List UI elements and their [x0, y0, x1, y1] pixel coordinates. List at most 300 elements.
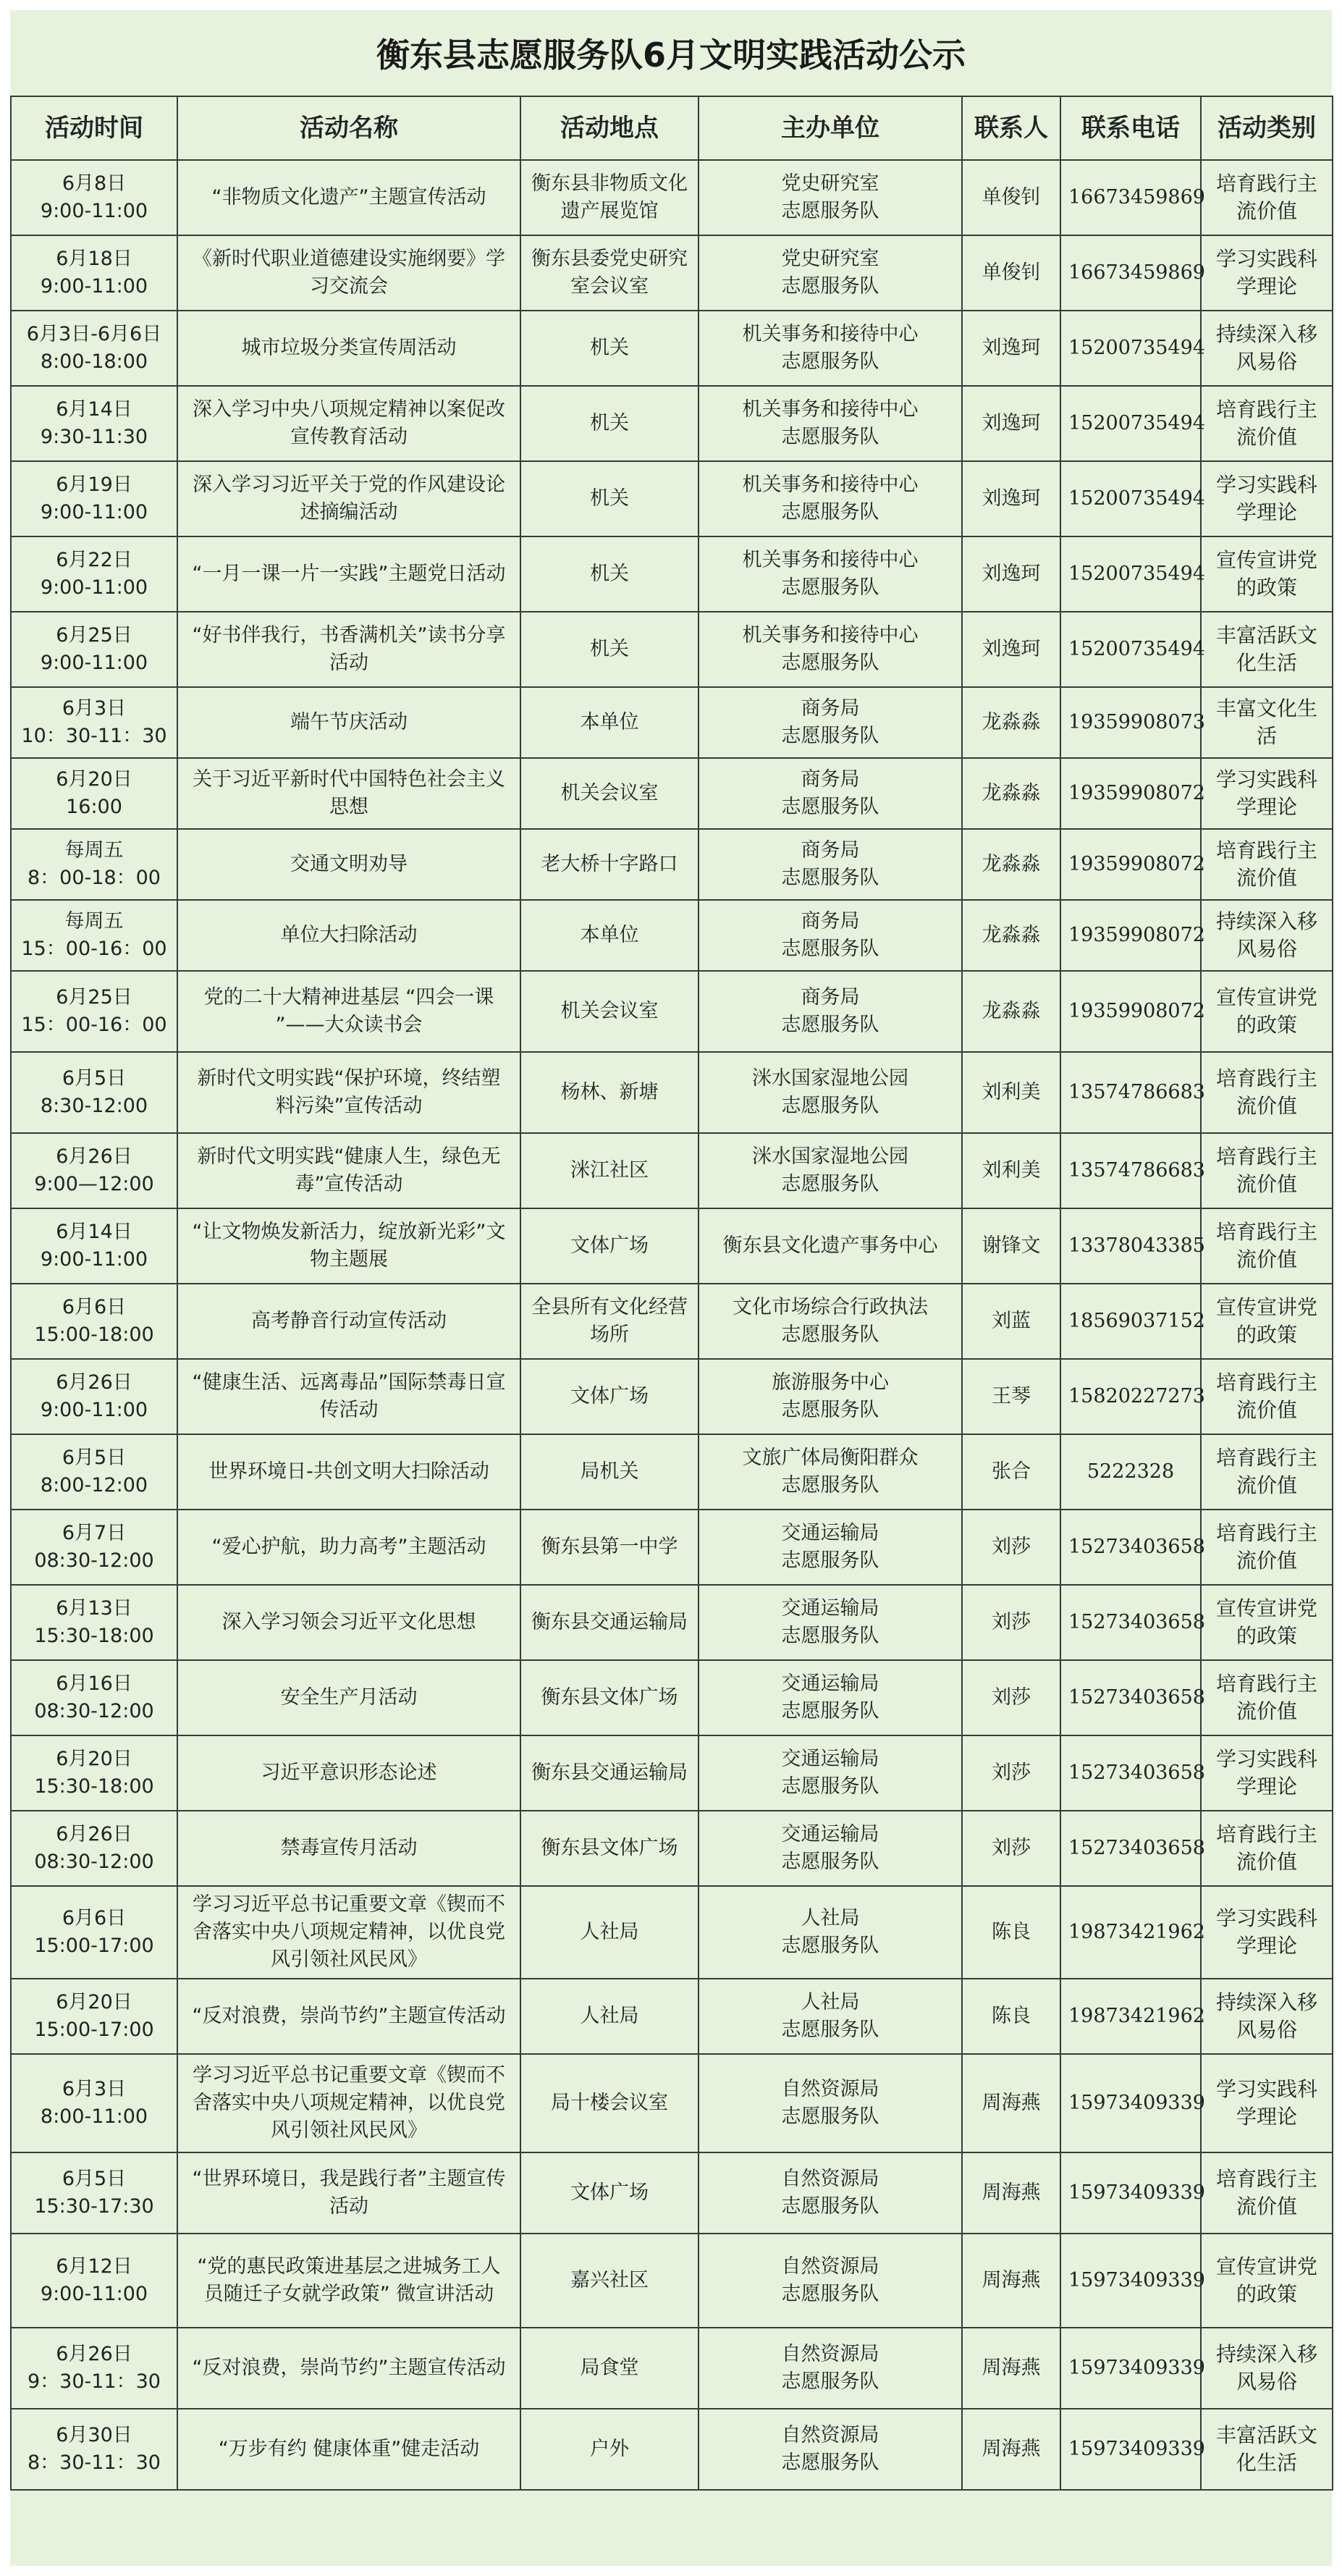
organizer-line: 志愿服务队 — [781, 2370, 879, 2393]
organizer-line: 志愿服务队 — [781, 1935, 879, 1957]
cell-category — [1201, 386, 1333, 461]
table-row — [11, 235, 1333, 311]
organizer-line: 文化市场综合行政执法 — [733, 1296, 928, 1318]
time-line: 9:00-11:00 — [40, 200, 148, 222]
activity-name: “万步有约 健康体重”健走活动 — [218, 2438, 480, 2460]
table-row — [11, 900, 1333, 971]
time-line: 6月7日 — [62, 1522, 127, 1544]
contact-person: 刘逸珂 — [982, 337, 1041, 359]
activity-place: 洣江社区 — [570, 1159, 649, 1182]
cell-category — [1201, 311, 1333, 386]
contact-phone: 15273403658 — [1068, 1837, 1205, 1859]
cell-name — [177, 687, 520, 758]
cell-contact — [962, 1660, 1060, 1735]
table-row — [11, 1284, 1333, 1359]
cell-category — [1201, 2328, 1333, 2409]
cell-organizer — [699, 758, 962, 829]
cell-time — [11, 1434, 177, 1510]
time-line: 15:00-17:00 — [34, 1935, 154, 1957]
contact-person: 周海燕 — [982, 2438, 1041, 2460]
contact-person: 周海燕 — [982, 2181, 1041, 2204]
organizer-line: 商务局 — [801, 910, 860, 933]
cell-organizer — [699, 1208, 962, 1284]
cell-organizer — [699, 1735, 962, 1811]
cell-name — [177, 461, 520, 536]
contact-phone: 19359908072 — [1068, 1000, 1205, 1022]
cell-category — [1201, 2234, 1333, 2328]
activity-category: 宣传宣讲党的政策 — [1215, 985, 1317, 1037]
cell-name — [177, 1979, 520, 2054]
contact-phone: 19873421962 — [1068, 1921, 1205, 1943]
cell-category — [1201, 1811, 1333, 1886]
time-line: 10：30-11：30 — [21, 725, 167, 747]
cell-phone — [1060, 2234, 1205, 2328]
contact-person: 张合 — [992, 1460, 1031, 1483]
table-row — [11, 160, 1333, 235]
cell-phone — [1060, 2328, 1205, 2409]
cell-category — [1201, 971, 1333, 1052]
header-organizer: 主办单位 — [699, 96, 962, 160]
cell-phone — [1060, 1811, 1205, 1886]
time-line: 6月6日 — [62, 1907, 127, 1929]
table-row — [11, 1811, 1333, 1886]
time-line: 6月3日 — [62, 2078, 127, 2100]
cell-place — [520, 1735, 699, 1811]
activity-place: 局十楼会议室 — [551, 2092, 668, 2114]
cell-phone — [1060, 1979, 1205, 2054]
activity-place: 人社局 — [580, 2005, 639, 2027]
activity-place: 全县所有文化经营场所 — [531, 1296, 688, 1346]
organizer-line: 自然资源局 — [781, 2343, 879, 2365]
cell-place — [520, 687, 699, 758]
organizer-line: 志愿服务队 — [781, 2019, 879, 2041]
contact-phone: 15273403658 — [1068, 1686, 1205, 1709]
cell-organizer — [699, 971, 962, 1052]
time-line: 6月14日 — [56, 1221, 132, 1243]
organizer-line: 人社局 — [801, 1907, 860, 1929]
activity-place: 文体广场 — [570, 1385, 649, 1407]
table-row — [11, 386, 1333, 461]
cell-place — [520, 2234, 699, 2328]
cell-category — [1201, 2409, 1333, 2490]
cell-category — [1201, 687, 1333, 758]
cell-category — [1201, 1359, 1333, 1434]
header-phone: 联系电话 — [1060, 96, 1201, 160]
cell-place — [520, 1208, 699, 1284]
cell-phone — [1060, 2152, 1205, 2234]
activity-place: 机关会议室 — [560, 1000, 659, 1022]
organizer-line: 商务局 — [801, 768, 860, 791]
cell-place — [520, 1434, 699, 1510]
activity-name: 交通文明劝导 — [290, 853, 408, 875]
table-row — [11, 1585, 1333, 1660]
organizer-line: 文旅广体局衡阳群众 — [742, 1447, 919, 1469]
table-row — [11, 1510, 1333, 1585]
cell-contact — [962, 612, 1060, 687]
time-line: 6月13日 — [56, 1597, 132, 1620]
cell-name — [177, 1434, 520, 1510]
organizer-line: 交通运输局 — [781, 1522, 879, 1544]
cell-name — [177, 829, 520, 900]
organizer-line: 交通运输局 — [781, 1597, 879, 1620]
time-line: 6月26日 — [56, 1145, 132, 1168]
activity-category: 学习实践科学理论 — [1215, 1906, 1317, 1958]
contact-phone: 16673459869 — [1068, 186, 1205, 209]
cell-organizer — [699, 2409, 962, 2490]
activity-category: 培育践行主流价值 — [1215, 1220, 1317, 1271]
activity-name: 深入学习中央八项规定精神以案促改宣传教育活动 — [193, 398, 505, 448]
cell-contact — [962, 758, 1060, 829]
cell-place — [520, 900, 699, 971]
cell-place — [520, 758, 699, 829]
activity-name: 高考静音行动宣传活动 — [251, 1310, 447, 1332]
cell-time — [11, 461, 177, 536]
cell-name — [177, 2152, 520, 2234]
time-line: 每周五 — [64, 910, 124, 933]
contact-person: 刘莎 — [992, 1761, 1031, 1784]
activity-name: 世界环境日-共创文明大扫除活动 — [208, 1460, 489, 1483]
cell-phone — [1060, 1735, 1205, 1811]
cell-time — [11, 2234, 177, 2328]
activity-place: 衡东县文体广场 — [541, 1837, 678, 1859]
cell-category — [1201, 2152, 1333, 2234]
cell-time — [11, 311, 177, 386]
time-line: 8：00-18：00 — [28, 867, 161, 889]
table-row — [11, 2152, 1333, 2234]
contact-person: 刘莎 — [992, 1837, 1031, 1859]
activity-place: 杨林、新塘 — [560, 1081, 659, 1103]
activity-place: 机关 — [590, 638, 629, 660]
cell-organizer — [699, 2152, 962, 2234]
cell-organizer — [699, 1133, 962, 1208]
time-line: 6月25日 — [56, 986, 132, 1009]
activity-name: 单位大扫除活动 — [280, 924, 418, 946]
cell-time — [11, 1811, 177, 1886]
cell-organizer — [699, 160, 962, 235]
contact-person: 刘逸珂 — [982, 638, 1041, 660]
activity-category: 宣传宣讲党的政策 — [1215, 1295, 1317, 1347]
organizer-line: 党史研究室 — [781, 248, 879, 270]
table-row — [11, 687, 1333, 758]
table-row — [11, 461, 1333, 536]
cell-time — [11, 235, 177, 311]
cell-organizer — [699, 1284, 962, 1359]
contact-person: 周海燕 — [982, 2092, 1041, 2114]
cell-contact — [962, 1510, 1060, 1585]
contact-phone: 5222328 — [1086, 1460, 1175, 1483]
contact-person: 龙淼淼 — [982, 1000, 1041, 1022]
cell-time — [11, 612, 177, 687]
table-row — [11, 2409, 1333, 2490]
time-line: 8:00-18:00 — [40, 350, 148, 373]
cell-phone — [1060, 1434, 1201, 1510]
cell-name — [177, 1660, 520, 1735]
time-line: 6月8日 — [62, 172, 127, 195]
table-row — [11, 1735, 1333, 1811]
organizer-line: 志愿服务队 — [781, 200, 879, 222]
cell-organizer — [699, 900, 962, 971]
activity-category: 培育践行主流价值 — [1215, 1066, 1317, 1118]
cell-organizer — [699, 1886, 962, 1979]
activity-table — [10, 96, 1333, 2491]
time-line: 6月19日 — [56, 473, 132, 496]
activity-name: “好书伴我行，书香满机关”读书分享活动 — [192, 624, 506, 674]
activity-category: 培育践行主流价值 — [1215, 1672, 1317, 1723]
cell-category — [1201, 235, 1333, 311]
cell-time — [11, 2054, 177, 2152]
activity-name: 端午节庆活动 — [290, 711, 408, 733]
organizer-line: 机关事务和接待中心 — [742, 549, 919, 571]
cell-phone — [1060, 1585, 1205, 1660]
cell-place — [520, 386, 699, 461]
contact-phone: 15973409339 — [1068, 2357, 1205, 2379]
cell-phone — [1060, 1052, 1205, 1133]
activity-category: 培育践行主流价值 — [1215, 1145, 1317, 1196]
organizer-line: 自然资源局 — [781, 2168, 879, 2190]
cell-contact — [962, 1133, 1060, 1208]
contact-phone: 15820227273 — [1068, 1385, 1205, 1407]
activity-place: 本单位 — [580, 924, 639, 946]
activity-category: 宣传宣讲党的政策 — [1215, 1596, 1317, 1648]
notice-sheet — [10, 10, 1332, 2566]
time-line: 6月12日 — [56, 2255, 132, 2278]
cell-contact — [962, 1434, 1060, 1510]
time-line: 6月3日-6月6日 — [26, 323, 162, 345]
organizer-line: 交通运输局 — [781, 1748, 879, 1770]
table-row — [11, 2054, 1333, 2152]
activity-place: 衡东县第一中学 — [541, 1536, 678, 1558]
organizer-line: 志愿服务队 — [781, 275, 879, 298]
contact-person: 龙淼淼 — [982, 924, 1041, 946]
cell-place — [520, 461, 699, 536]
time-line: 6月30日 — [56, 2424, 132, 2446]
cell-category — [1201, 1434, 1333, 1510]
cell-phone — [1060, 386, 1205, 461]
header-place: 活动地点 — [520, 96, 699, 160]
cell-name — [177, 1133, 520, 1208]
time-line: 6月26日 — [56, 1371, 132, 1394]
time-line: 9：30-11：30 — [28, 2370, 161, 2393]
cell-time — [11, 687, 177, 758]
cell-contact — [962, 829, 1060, 900]
cell-organizer — [699, 612, 962, 687]
contact-person: 刘莎 — [992, 1611, 1031, 1633]
organizer-line: 志愿服务队 — [781, 501, 879, 523]
cell-time — [11, 1052, 177, 1133]
cell-category — [1201, 1735, 1333, 1811]
cell-category — [1201, 1660, 1333, 1735]
cell-category — [1201, 1284, 1333, 1359]
cell-contact — [962, 1052, 1060, 1133]
time-line: 6月6日 — [62, 1296, 127, 1318]
cell-phone — [1060, 829, 1205, 900]
cell-place — [520, 1660, 699, 1735]
time-line: 6月22日 — [56, 549, 132, 571]
activity-place: 衡东县委党史研究室会议室 — [531, 248, 688, 298]
activity-name: “一月一课一片一实践”主题党日活动 — [192, 563, 506, 585]
cell-time — [11, 1886, 177, 1979]
contact-person: 龙淼淼 — [982, 853, 1041, 875]
cell-contact — [962, 2409, 1060, 2490]
cell-category — [1201, 1979, 1333, 2054]
activity-place: 人社局 — [580, 1921, 639, 1943]
cell-phone — [1060, 900, 1205, 971]
cell-name — [177, 1811, 520, 1886]
organizer-line: 交通运输局 — [781, 1823, 879, 1845]
cell-phone — [1060, 687, 1205, 758]
cell-contact — [962, 2152, 1060, 2234]
contact-phone: 16673459869 — [1068, 261, 1205, 284]
organizer-line: 志愿服务队 — [781, 1399, 879, 1421]
time-line: 9:00-11:00 — [40, 275, 148, 298]
table-row — [11, 1979, 1333, 2054]
cell-name — [177, 1510, 520, 1585]
contact-person: 龙淼淼 — [982, 711, 1041, 733]
organizer-line: 机关事务和接待中心 — [742, 398, 919, 421]
cell-contact — [962, 536, 1060, 612]
table-row — [11, 1208, 1333, 1284]
time-line: 9:00-11:00 — [40, 576, 148, 599]
contact-phone: 15200735494 — [1068, 337, 1205, 359]
activity-place: 机关会议室 — [560, 782, 659, 804]
contact-phone: 15273403658 — [1068, 1536, 1205, 1558]
cell-time — [11, 2152, 177, 2234]
organizer-line: 志愿服务队 — [781, 1700, 879, 1722]
time-line: 08:30-12:00 — [34, 1700, 154, 1722]
cell-phone — [1060, 1284, 1205, 1359]
organizer-line: 志愿服务队 — [781, 1323, 879, 1346]
contact-person: 刘利美 — [982, 1159, 1041, 1182]
activity-name: 禁毒宣传月活动 — [280, 1837, 418, 1859]
cell-organizer — [699, 1434, 962, 1510]
cell-category — [1201, 900, 1333, 971]
cell-name — [177, 971, 520, 1052]
organizer-line: 衡东县文化遗产事务中心 — [722, 1234, 938, 1257]
cell-phone — [1060, 1133, 1205, 1208]
header-time: 活动时间 — [11, 96, 177, 160]
activity-category: 学习实践科学理论 — [1215, 767, 1317, 819]
activity-category: 培育践行主流价值 — [1215, 397, 1317, 449]
activity-category: 持续深入移风易俗 — [1215, 2342, 1317, 2394]
activity-place: 户外 — [590, 2438, 629, 2460]
cell-name — [177, 1208, 520, 1284]
time-line: 9:00—12:00 — [34, 1173, 154, 1195]
activity-category: 宣传宣讲党的政策 — [1215, 2255, 1317, 2306]
time-line: 6月25日 — [56, 624, 132, 647]
activity-place: 文体广场 — [570, 2181, 649, 2204]
cell-organizer — [699, 536, 962, 612]
contact-phone: 13378043385 — [1068, 1234, 1205, 1257]
cell-time — [11, 386, 177, 461]
contact-person: 单俊钊 — [982, 261, 1041, 284]
cell-name — [177, 758, 520, 829]
organizer-line: 商务局 — [801, 839, 860, 862]
header-category: 活动类别 — [1201, 96, 1333, 160]
organizer-line: 志愿服务队 — [781, 796, 879, 818]
cell-place — [520, 1886, 699, 1979]
cell-phone — [1060, 311, 1205, 386]
cell-category — [1201, 536, 1333, 612]
cell-name — [177, 1886, 520, 1979]
activity-name: “爱心护航，助力高考”主题活动 — [211, 1536, 486, 1558]
time-line: 6月26日 — [56, 1823, 132, 1845]
cell-place — [520, 1359, 699, 1434]
table-row — [11, 1434, 1333, 1510]
cell-category — [1201, 612, 1333, 687]
activity-place: 局食堂 — [580, 2357, 639, 2379]
table-row — [11, 829, 1333, 900]
cell-time — [11, 1735, 177, 1811]
activity-category: 培育践行主流价值 — [1215, 1446, 1317, 1497]
time-line: 6月5日 — [62, 1447, 127, 1469]
cell-phone — [1060, 1660, 1205, 1735]
activity-place: 文体广场 — [570, 1234, 649, 1257]
organizer-line: 旅游服务中心 — [772, 1371, 889, 1394]
activity-name: 学习习近平总书记重要文章《锲而不舍落实中央八项规定精神，以优良党风引领社风民风》 — [193, 2064, 505, 2142]
table-row — [11, 758, 1333, 829]
cell-organizer — [699, 1811, 962, 1886]
cell-contact — [962, 1979, 1060, 2054]
activity-place: 机关 — [590, 412, 629, 434]
time-line: 15:30-17:30 — [34, 2195, 154, 2218]
cell-category — [1201, 160, 1333, 235]
cell-contact — [962, 1359, 1060, 1434]
activity-category: 学习实践科学理论 — [1215, 1747, 1317, 1798]
organizer-line: 志愿服务队 — [781, 1775, 879, 1798]
organizer-line: 商务局 — [801, 697, 860, 720]
contact-phone: 15973409339 — [1068, 2438, 1205, 2460]
contact-phone: 13574786683 — [1068, 1081, 1205, 1103]
header-name: 活动名称 — [177, 96, 520, 160]
activity-place: 衡东县交通运输局 — [531, 1761, 688, 1784]
cell-name — [177, 2328, 520, 2409]
cell-name — [177, 1735, 520, 1811]
time-line: 6月20日 — [56, 768, 132, 791]
cell-phone — [1060, 1510, 1205, 1585]
time-line: 6月14日 — [56, 398, 132, 421]
time-line: 6月5日 — [62, 2168, 127, 2190]
activity-name: “反对浪费，崇尚节约”主题宣传活动 — [192, 2357, 506, 2379]
cell-name — [177, 235, 520, 311]
cell-contact — [962, 2054, 1060, 2152]
activity-place: 衡东县非物质文化遗产展览馆 — [531, 172, 688, 222]
organizer-line: 志愿服务队 — [781, 2105, 879, 2128]
time-line: 9:00-11:00 — [40, 652, 148, 674]
activity-name: 党的二十大精神进基层 “四会一课 ”——大众读书会 — [203, 986, 494, 1036]
contact-person: 刘莎 — [992, 1686, 1031, 1709]
organizer-line: 党史研究室 — [781, 172, 879, 195]
organizer-line: 志愿服务队 — [781, 1549, 879, 1572]
organizer-line: 志愿服务队 — [781, 426, 879, 448]
cell-name — [177, 612, 520, 687]
activity-name: 《新时代职业道德建设实施纲要》学习交流会 — [193, 248, 505, 298]
activity-place: 衡东县文体广场 — [541, 1686, 678, 1709]
organizer-line: 交通运输局 — [781, 1672, 879, 1695]
activity-name: 深入学习习近平关于党的作风建设论述摘编活动 — [193, 473, 505, 523]
cell-place — [520, 311, 699, 386]
cell-phone — [1060, 2054, 1205, 2152]
page-title: 衡东县志愿服务队6月文明实践活动公示 — [376, 35, 966, 75]
cell-place — [520, 160, 699, 235]
time-line: 6月3日 — [62, 697, 127, 720]
activity-category: 培育践行主流价值 — [1215, 1521, 1317, 1573]
cell-organizer — [699, 235, 962, 311]
cell-organizer — [699, 386, 962, 461]
cell-organizer — [699, 1510, 962, 1585]
cell-category — [1201, 1510, 1333, 1585]
time-line: 6月5日 — [62, 1067, 127, 1090]
organizer-line: 机关事务和接待中心 — [742, 473, 919, 496]
